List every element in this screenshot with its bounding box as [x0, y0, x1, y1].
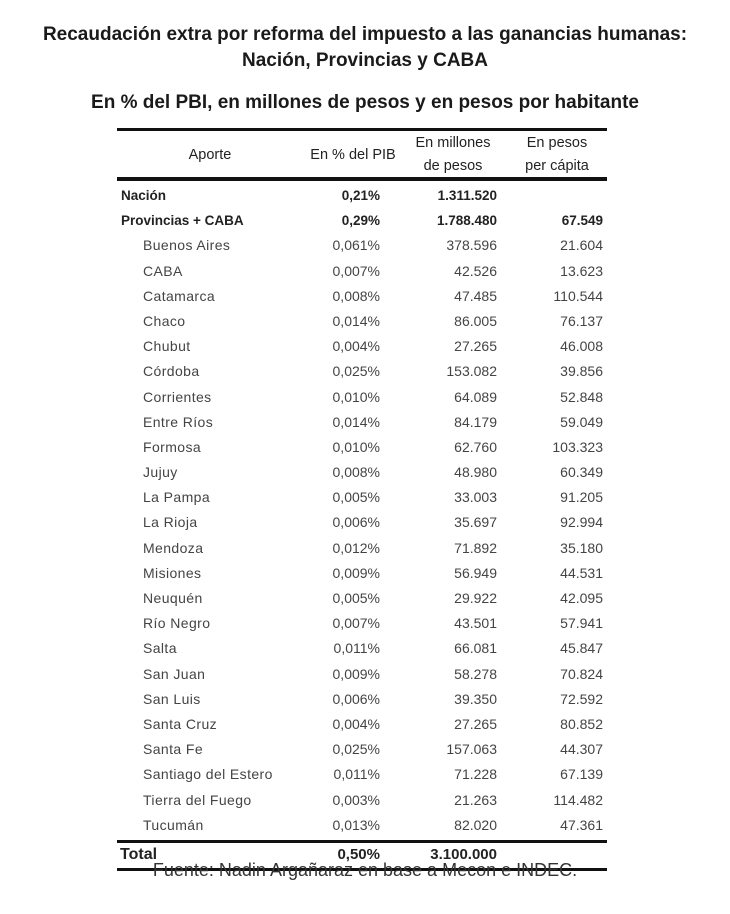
row-per-capita: 103.323	[552, 438, 603, 455]
row-millones: 157.063	[446, 741, 497, 758]
row-name: La Pampa	[143, 489, 211, 506]
row-per-capita: 110.544	[553, 287, 603, 304]
row-millones: 48.980	[454, 464, 497, 481]
row-per-capita: 21.604	[560, 237, 603, 254]
row-millones: 42.526	[454, 262, 497, 279]
table-row	[117, 233, 607, 258]
table-row	[117, 788, 607, 813]
table-row	[117, 385, 607, 410]
total-label: Total	[120, 846, 158, 863]
row-per-capita: 70.824	[560, 665, 603, 682]
row-millones: 47.485	[454, 287, 497, 304]
header-pct-pib: En % del PIB	[310, 147, 396, 163]
row-pct-pib: 0,013%	[332, 816, 380, 833]
table-row	[117, 536, 607, 561]
row-per-capita: 91.205	[560, 489, 603, 506]
row-pct-pib: 0,008%	[332, 464, 380, 481]
row-pct-pib: 0,006%	[332, 690, 380, 707]
row-pct-pib: 0,061%	[332, 237, 380, 254]
row-millones: 39.350	[454, 690, 497, 707]
row-millones: 84.179	[454, 413, 497, 430]
table-body	[117, 183, 607, 838]
row-per-capita: 42.095	[560, 590, 603, 606]
row-name: Misiones	[143, 564, 202, 581]
row-name: Salta	[143, 640, 177, 657]
row-name: Tierra del Fuego	[143, 791, 252, 808]
row-name: Chaco	[143, 312, 186, 329]
row-pct-pib: 0,012%	[332, 539, 380, 556]
table-row	[117, 737, 607, 762]
row-pct-pib: 0,008%	[332, 287, 380, 304]
row-name: Provincias + CABA	[121, 213, 244, 229]
header-per-capita	[507, 132, 607, 178]
title-line-1: Recaudación extra por reforma del impuesto a las ganancias humanas:	[42, 24, 688, 45]
row-millones: 1.788.480	[436, 213, 497, 229]
row-per-capita: 92.994	[560, 514, 603, 531]
row-per-capita: 46.008	[560, 338, 603, 355]
table-row	[117, 586, 607, 611]
header-per-capita-line-2: per cápita	[525, 158, 589, 174]
row-millones: 1.311.520	[437, 188, 497, 203]
row-per-capita: 39.856	[560, 363, 603, 380]
row-pct-pib: 0,025%	[332, 741, 380, 758]
row-name: Jujuy	[143, 464, 178, 481]
row-pct-pib: 0,011%	[333, 640, 380, 657]
row-name: Formosa	[143, 438, 202, 455]
row-per-capita: 57.941	[560, 615, 603, 632]
table-row	[117, 284, 607, 309]
table-row	[117, 813, 607, 838]
row-per-capita: 76.137	[560, 312, 603, 329]
table-row	[117, 611, 607, 636]
row-millones: 62.760	[454, 438, 497, 455]
row-millones: 86.005	[454, 312, 497, 329]
row-per-capita: 47.361	[560, 816, 603, 833]
header-millones-line-1: En millones	[415, 135, 491, 151]
row-per-capita: 67.139	[560, 766, 603, 783]
row-name: Corrientes	[143, 388, 212, 405]
table-row	[117, 485, 607, 510]
row-pct-pib: 0,007%	[332, 262, 380, 279]
row-pct-pib: 0,007%	[332, 615, 380, 632]
row-per-capita: 13.623	[560, 262, 603, 279]
row-pct-pib: 0,011%	[333, 766, 380, 783]
row-name: Mendoza	[143, 539, 204, 556]
row-pct-pib: 0,010%	[332, 438, 380, 455]
table-row	[117, 687, 607, 712]
source-note: Fuente: Nadin Argañaraz en base a Mecon e INDEC.	[152, 860, 578, 880]
row-per-capita: 35.180	[560, 539, 603, 556]
table-row	[117, 636, 607, 661]
table-row	[117, 762, 607, 787]
table-row	[117, 662, 607, 687]
row-millones: 43.501	[454, 615, 497, 632]
row-per-capita: 72.592	[560, 690, 603, 707]
row-per-capita: 60.349	[560, 464, 603, 481]
row-pct-pib: 0,29%	[341, 213, 380, 229]
table-row	[117, 510, 607, 535]
row-name: La Rioja	[143, 514, 198, 531]
row-per-capita: 80.852	[560, 715, 603, 732]
row-name: Santiago del Estero	[143, 766, 273, 783]
table-row	[117, 410, 607, 435]
row-name: Neuquén	[143, 590, 203, 606]
row-name: Tucumán	[143, 816, 204, 833]
row-name: Entre Ríos	[143, 413, 214, 430]
row-millones: 71.892	[454, 539, 497, 556]
row-millones: 153.082	[446, 363, 497, 380]
row-name: San Juan	[143, 665, 206, 682]
table-row	[117, 309, 607, 334]
row-pct-pib: 0,006%	[332, 514, 380, 531]
row-name: Santa Fe	[143, 741, 204, 758]
row-pct-pib: 0,014%	[332, 413, 380, 430]
row-millones: 71.228	[454, 766, 497, 783]
row-pct-pib: 0,009%	[332, 564, 380, 581]
row-millones: 56.949	[454, 564, 497, 581]
row-pct-pib: 0,009%	[332, 665, 380, 682]
row-millones: 27.265	[454, 715, 497, 732]
header-rule	[117, 177, 607, 181]
row-per-capita: 52.848	[560, 388, 603, 405]
row-name: Chubut	[143, 338, 191, 355]
row-pct-pib: 0,010%	[332, 388, 380, 405]
total-pct: 0,50%	[337, 846, 380, 863]
row-pct-pib: 0,005%	[332, 590, 380, 606]
row-per-capita: 59.049	[560, 413, 603, 430]
row-name: Catamarca	[143, 287, 216, 304]
row-pct-pib: 0,025%	[332, 363, 380, 380]
row-per-capita: 44.531	[560, 564, 603, 581]
table-row	[117, 183, 607, 208]
table-row	[117, 259, 607, 284]
row-name: Santa Cruz	[143, 715, 218, 732]
row-millones: 33.003	[454, 489, 497, 506]
row-per-capita: 67.549	[561, 213, 603, 229]
row-pct-pib: 0,004%	[332, 338, 380, 355]
row-pct-pib: 0,005%	[332, 489, 380, 506]
row-name: Córdoba	[143, 363, 200, 380]
row-millones: 64.089	[454, 388, 497, 405]
header-millones	[403, 132, 503, 178]
row-pct-pib: 0,003%	[332, 791, 380, 808]
table-row	[117, 435, 607, 460]
table-row	[117, 208, 607, 233]
row-pct-pib: 0,014%	[332, 312, 380, 329]
header-aporte: Aporte	[188, 147, 232, 163]
header-per-capita-line-1: En pesos	[526, 135, 588, 151]
row-millones: 378.596	[446, 237, 497, 254]
row-millones: 82.020	[454, 816, 497, 833]
row-name: San Luis	[143, 690, 201, 707]
title-line-2: Nación, Provincias y CABA	[241, 50, 489, 71]
row-name: Nación	[121, 188, 167, 203]
subtitle: En % del PBI, en millones de pesos y en pesos por habitante	[91, 92, 639, 113]
row-millones: 21.263	[454, 791, 497, 808]
table-row	[117, 334, 607, 359]
row-pct-pib: 0,21%	[341, 188, 380, 203]
header-millones-line-2: de pesos	[423, 158, 483, 174]
table-row	[117, 359, 607, 384]
total-millones: 3.100.000	[430, 846, 497, 863]
row-per-capita: 114.482	[553, 791, 603, 808]
row-millones: 66.081	[454, 640, 497, 657]
row-per-capita: 45.847	[560, 640, 603, 657]
row-millones: 58.278	[454, 665, 497, 682]
table-row	[117, 460, 607, 485]
row-name: Río Negro	[143, 615, 211, 632]
table-top-rule	[117, 128, 607, 131]
row-millones: 29.922	[454, 590, 497, 606]
row-millones: 35.697	[454, 514, 497, 531]
row-per-capita: 44.307	[560, 741, 603, 758]
row-name: CABA	[143, 262, 183, 279]
row-name: Buenos Aires	[143, 237, 231, 254]
row-millones: 27.265	[454, 338, 497, 355]
table-row	[117, 712, 607, 737]
row-pct-pib: 0,004%	[332, 715, 380, 732]
table-row	[117, 561, 607, 586]
